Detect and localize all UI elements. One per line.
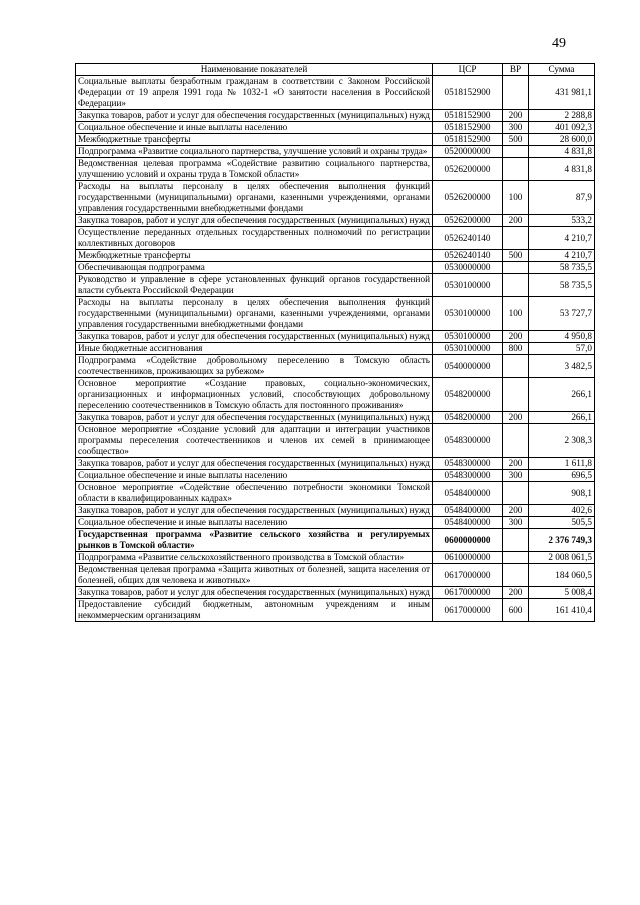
- row-name-cell: Подпрограмма «Развитие сельскохозяйственного производства в Томской области»: [76, 552, 433, 564]
- row-sum-cell: 505,5: [529, 517, 595, 529]
- row-name-cell: Социальное обеспечение и иные выплаты населению: [76, 470, 433, 482]
- row-csr-cell: 0617000000: [433, 599, 503, 622]
- table-row: [76, 355, 595, 378]
- row-sum-cell: 4 950,8: [529, 331, 595, 343]
- row-sum-cell: 58 735,5: [529, 262, 595, 274]
- budget-table: [75, 63, 595, 622]
- row-vr-cell: [503, 552, 529, 564]
- table-row: [76, 250, 595, 262]
- row-name-cell: Ведомственная целевая программа «Содействие развитию социального партнерства, улучшению условий и охраны труда в Томской области»: [76, 158, 433, 181]
- row-sum-cell: 53 727,7: [529, 297, 595, 331]
- table-row: [76, 331, 595, 343]
- row-vr-cell: [503, 355, 529, 378]
- row-name-cell: Закупка товаров, работ и услуг для обеспечения государственных (муниципальных) нужд: [76, 215, 433, 227]
- table-row: [76, 262, 595, 274]
- row-csr-cell: 0600000000: [433, 529, 503, 552]
- row-sum-cell: 908,1: [529, 482, 595, 505]
- row-sum-cell: 3 482,5: [529, 355, 595, 378]
- table-row: [76, 458, 595, 470]
- row-sum-cell: 402,6: [529, 505, 595, 517]
- row-name-cell: Социальные выплаты безработным гражданам в соответствии с Законом Российской Федерации от 19 апреля 1991 года № 1032-1 «О занятости населения в Российской Федерации»: [76, 76, 433, 110]
- table-row: [76, 110, 595, 122]
- row-vr-cell: 300: [503, 517, 529, 529]
- table-row: [76, 470, 595, 482]
- row-name-cell: Осуществление переданных отдельных государственных полномочий по регистрации коллективных договоров: [76, 227, 433, 250]
- row-vr-cell: 600: [503, 599, 529, 622]
- table-row: [76, 599, 595, 622]
- row-vr-cell: 200: [503, 587, 529, 599]
- row-name-cell: Межбюджетные трансферты: [76, 250, 433, 262]
- row-name-cell: Подпрограмма «Содействие добровольному переселению в Томскую область соотечественников, проживающих за рубежом»: [76, 355, 433, 378]
- table-row: [76, 587, 595, 599]
- row-name-cell: Социальное обеспечение и иные выплаты населению: [76, 122, 433, 134]
- row-name-cell: Закупка товаров, работ и услуг для обеспечения государственных (муниципальных) нужд: [76, 587, 433, 599]
- row-csr-cell: 0526200000: [433, 181, 503, 215]
- row-vr-cell: 300: [503, 470, 529, 482]
- row-vr-cell: 200: [503, 110, 529, 122]
- table-row: [76, 122, 595, 134]
- row-name-cell: Закупка товаров, работ и услуг для обеспечения государственных (муниципальных) нужд: [76, 331, 433, 343]
- table-row: [76, 552, 595, 564]
- row-sum-cell: 2 308,3: [529, 424, 595, 458]
- row-sum-cell: 4 831,8: [529, 158, 595, 181]
- row-vr-cell: [503, 76, 529, 110]
- row-vr-cell: 500: [503, 250, 529, 262]
- row-name-cell: Ведомственная целевая программа «Защита животных от болезней, защита населения от болезней, общих для человека и животных»: [76, 564, 433, 587]
- row-name-cell: Основное мероприятие «Создание правовых, социально-экономических, организационных и информационных условий, способствующих добровольному переселению соотечественников в Томскую область для постоянного проживания»: [76, 378, 433, 412]
- row-csr-cell: 0610000000: [433, 552, 503, 564]
- row-vr-cell: [503, 564, 529, 587]
- row-csr-cell: 0530000000: [433, 262, 503, 274]
- row-csr-cell: 0518152900: [433, 134, 503, 146]
- table-row: [76, 482, 595, 505]
- row-csr-cell: 0548400000: [433, 482, 503, 505]
- row-csr-cell: 0548300000: [433, 458, 503, 470]
- row-name-cell: Межбюджетные трансферты: [76, 134, 433, 146]
- row-csr-cell: 0548300000: [433, 424, 503, 458]
- header-name: Наименование показателей: [76, 64, 433, 76]
- table-row: [76, 297, 595, 331]
- table-row: [76, 529, 595, 552]
- row-sum-cell: 401 092,3: [529, 122, 595, 134]
- row-name-cell: Подпрограмма «Развитие социального партнерства, улучшение условий и охраны труда»: [76, 146, 433, 158]
- row-vr-cell: [503, 529, 529, 552]
- row-name-cell: Расходы на выплаты персоналу в целях обеспечения выполнения функций государственными (муниципальными) органами, казенными учреждениями, органами управления государственными внебюджетными фондами: [76, 181, 433, 215]
- table-header-row: [76, 64, 595, 76]
- table-row: [76, 343, 595, 355]
- row-csr-cell: 0530100000: [433, 274, 503, 297]
- table-row: [76, 134, 595, 146]
- row-sum-cell: 2 376 749,3: [529, 529, 595, 552]
- table-row: [76, 215, 595, 227]
- row-sum-cell: 266,1: [529, 412, 595, 424]
- row-csr-cell: 0548200000: [433, 412, 503, 424]
- row-sum-cell: 2 008 061,5: [529, 552, 595, 564]
- row-csr-cell: 0526240140: [433, 227, 503, 250]
- row-csr-cell: 0518152900: [433, 76, 503, 110]
- row-vr-cell: [503, 227, 529, 250]
- row-csr-cell: 0548400000: [433, 517, 503, 529]
- row-vr-cell: [503, 262, 529, 274]
- row-vr-cell: 500: [503, 134, 529, 146]
- row-name-cell: Руководство и управление в сфере установленных функций органов государственной власти субъекта Российской Федерации: [76, 274, 433, 297]
- row-csr-cell: 0548300000: [433, 470, 503, 482]
- table-row: [76, 227, 595, 250]
- row-name-cell: Закупка товаров, работ и услуг для обеспечения государственных (муниципальных) нужд: [76, 458, 433, 470]
- row-sum-cell: 5 008,4: [529, 587, 595, 599]
- row-sum-cell: 161 410,4: [529, 599, 595, 622]
- row-sum-cell: 28 600,0: [529, 134, 595, 146]
- row-sum-cell: 4 831,8: [529, 146, 595, 158]
- row-name-cell: Закупка товаров, работ и услуг для обеспечения государственных (муниципальных) нужд: [76, 412, 433, 424]
- row-name-cell: Основное мероприятие «Создание условий для адаптации и интеграции участников программы переселения соотечественников и членов их семей в принимающее сообщество»: [76, 424, 433, 458]
- row-sum-cell: 431 981,1: [529, 76, 595, 110]
- row-name-cell: Иные бюджетные ассигнования: [76, 343, 433, 355]
- row-vr-cell: [503, 378, 529, 412]
- row-sum-cell: 57,0: [529, 343, 595, 355]
- row-name-cell: Государственная программа «Развитие сельского хозяйства и регулируемых рынков в Томской области»: [76, 529, 433, 552]
- row-vr-cell: [503, 146, 529, 158]
- row-csr-cell: 0526200000: [433, 158, 503, 181]
- row-name-cell: Основное мероприятие «Содействие обеспечению потребности экономики Томской области в квалифицированных кадрах»: [76, 482, 433, 505]
- row-csr-cell: 0520000000: [433, 146, 503, 158]
- row-name-cell: Предоставление субсидий бюджетным, автономным учреждениям и иным некоммерческим организациям: [76, 599, 433, 622]
- row-sum-cell: 696,5: [529, 470, 595, 482]
- row-name-cell: Социальное обеспечение и иные выплаты населению: [76, 517, 433, 529]
- row-vr-cell: [503, 482, 529, 505]
- row-vr-cell: 200: [503, 412, 529, 424]
- row-sum-cell: 533,2: [529, 215, 595, 227]
- table-row: [76, 378, 595, 412]
- row-csr-cell: 0548400000: [433, 505, 503, 517]
- row-sum-cell: 266,1: [529, 378, 595, 412]
- row-vr-cell: 200: [503, 331, 529, 343]
- row-sum-cell: 1 611,8: [529, 458, 595, 470]
- table-row: [76, 158, 595, 181]
- table-row: [76, 424, 595, 458]
- row-csr-cell: 0518152900: [433, 122, 503, 134]
- row-sum-cell: 4 210,7: [529, 227, 595, 250]
- table-row: [76, 274, 595, 297]
- header-sum: Сумма: [529, 64, 595, 76]
- header-vr: ВР: [503, 64, 529, 76]
- table-row: [76, 146, 595, 158]
- row-vr-cell: [503, 274, 529, 297]
- table-row: [76, 412, 595, 424]
- row-vr-cell: [503, 424, 529, 458]
- table-row: [76, 505, 595, 517]
- row-csr-cell: 0540000000: [433, 355, 503, 378]
- table-row: [76, 181, 595, 215]
- row-csr-cell: 0526200000: [433, 215, 503, 227]
- row-name-cell: Закупка товаров, работ и услуг для обеспечения государственных (муниципальных) нужд: [76, 505, 433, 517]
- row-csr-cell: 0548200000: [433, 378, 503, 412]
- row-vr-cell: 200: [503, 215, 529, 227]
- row-csr-cell: 0518152900: [433, 110, 503, 122]
- row-sum-cell: 4 210,7: [529, 250, 595, 262]
- table-row: [76, 76, 595, 110]
- row-vr-cell: 300: [503, 122, 529, 134]
- row-sum-cell: 184 060,5: [529, 564, 595, 587]
- row-csr-cell: 0617000000: [433, 587, 503, 599]
- table-row: [76, 564, 595, 587]
- header-csr: ЦСР: [433, 64, 503, 76]
- row-csr-cell: 0617000000: [433, 564, 503, 587]
- row-name-cell: Закупка товаров, работ и услуг для обеспечения государственных (муниципальных) нужд: [76, 110, 433, 122]
- row-sum-cell: 58 735,5: [529, 274, 595, 297]
- row-vr-cell: 200: [503, 458, 529, 470]
- row-vr-cell: 100: [503, 297, 529, 331]
- row-csr-cell: 0530100000: [433, 343, 503, 355]
- row-vr-cell: 200: [503, 505, 529, 517]
- row-vr-cell: 800: [503, 343, 529, 355]
- row-name-cell: Расходы на выплаты персоналу в целях обеспечения выполнения функций государственными (муниципальными) органами, казенными учреждениями, органами управления государственными внебюджетными фондами: [76, 297, 433, 331]
- row-sum-cell: 2 288,8: [529, 110, 595, 122]
- row-csr-cell: 0530100000: [433, 297, 503, 331]
- row-csr-cell: 0530100000: [433, 331, 503, 343]
- page-number: 49: [552, 36, 566, 51]
- row-csr-cell: 0526240140: [433, 250, 503, 262]
- row-name-cell: Обеспечивающая подпрограмма: [76, 262, 433, 274]
- row-vr-cell: [503, 158, 529, 181]
- row-sum-cell: 87,9: [529, 181, 595, 215]
- table-row: [76, 517, 595, 529]
- row-vr-cell: 100: [503, 181, 529, 215]
